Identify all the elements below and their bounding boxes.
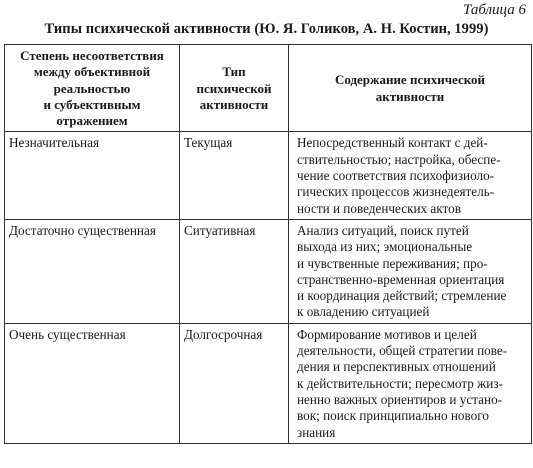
cell-type: Долгосрочная: [180, 323, 289, 443]
activity-types-table: [4, 44, 532, 444]
content-line: и координация действий; стремление: [297, 288, 507, 304]
content-line: ненно важных ориентиров и устано-: [297, 391, 503, 407]
content-line: деятельности, общей стратегии пове-: [297, 343, 508, 359]
cell-degree: Очень существенная: [5, 323, 180, 443]
cell-degree: Достаточно существенная: [5, 219, 180, 323]
content-line: и чувственные переживания; про-: [297, 255, 488, 271]
cell-content: [289, 132, 532, 219]
table-number: Таблица 6: [463, 2, 526, 18]
content-line: Непосредственный контакт с дей-: [297, 135, 488, 151]
header-degree-line: реальностью: [53, 80, 131, 96]
header-type-line: психической: [196, 80, 272, 96]
content-line: гических процессов жизнедеятель-: [297, 184, 495, 200]
content-line: ствительностью; настройка, обеспе-: [297, 151, 501, 167]
content-line: вок; поиск принципиально нового: [297, 408, 489, 424]
content-line: к действительности; пересмотр жиз-: [297, 375, 503, 391]
content-line: Анализ ситуаций, поиск путей: [297, 222, 469, 238]
header-degree: [5, 45, 180, 132]
cell-type: Текущая: [180, 132, 289, 219]
cell-content: [289, 323, 532, 443]
table-row: [5, 323, 532, 443]
cell-type: Ситуативная: [180, 219, 289, 323]
table-header-row: [5, 45, 532, 132]
content-line: к овладению ситуацией: [297, 304, 430, 320]
header-type-line: Тип: [222, 64, 246, 80]
header-content: [289, 45, 532, 132]
header-degree-line: и субъективным: [43, 96, 141, 112]
content-line: выхода из них; эмоциональные: [297, 239, 473, 255]
content-line: Формирование мотивов и целей: [297, 326, 477, 342]
header-type: [180, 45, 289, 132]
content-line: странственно-временная ориентация: [297, 271, 505, 287]
content-line: чение соответствия психофизиоло-: [297, 168, 495, 184]
table-row: [5, 219, 532, 323]
header-content-line: активности: [375, 88, 445, 104]
table-row: [5, 132, 532, 219]
table-title: Типы психической активности (Ю. Я. Голиков, А. Н. Костин, 1999): [44, 21, 489, 37]
header-degree-line: отражением: [56, 113, 128, 129]
header-type-line: активности: [199, 96, 269, 112]
cell-content: [289, 219, 532, 323]
content-line: знания: [297, 424, 336, 440]
header-degree-line: между объективной: [33, 64, 151, 80]
header-content-line: Содержание психической: [334, 72, 486, 88]
content-line: ности и поведенческих актов: [297, 200, 461, 216]
header-degree-line: Степень несоответствия: [20, 48, 164, 63]
cell-degree: Незначительная: [5, 132, 180, 219]
content-line: дения и перспективных отношений: [297, 359, 496, 375]
